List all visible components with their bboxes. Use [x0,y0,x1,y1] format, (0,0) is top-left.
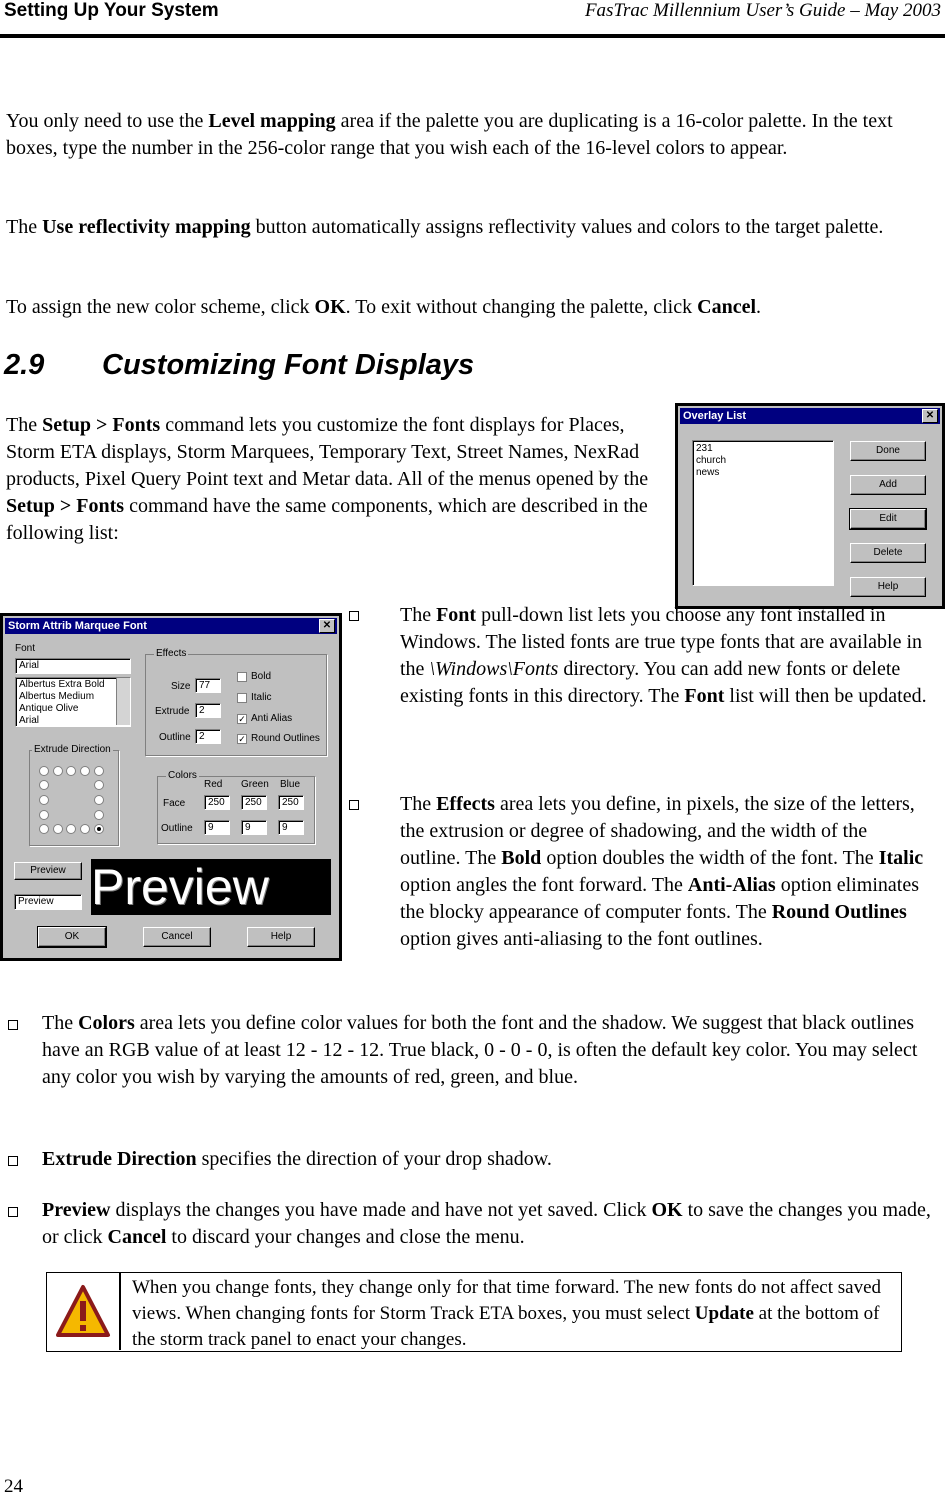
bold-label: Bold [251,671,272,682]
extrude-radio-w3[interactable] [39,810,49,820]
extrude-radio-e3[interactable] [94,810,104,820]
section-title: Customizing Font Displays [102,349,475,381]
italic-checkbox[interactable] [237,693,247,703]
extrude-radio-e2[interactable] [94,795,104,805]
preview-button[interactable]: Preview [14,862,82,880]
intro-paragraph-2: The Use reflectivity mapping button automatically assigns reflectivity values and colors to the target palette. [6,216,884,238]
bullet-font-text: The Font pull-down list lets you choose any font installed in Windows. The listed fonts are true type fonts that are available in the \Windows\Fonts directory. You can add new fonts or delete existing fonts in this directory. The Font list will then be updated. [400,604,927,707]
running-header-section: Setting Up Your System [4,0,219,21]
bullet-effects-text: The Effects area lets you define, in pixels, the size of the letters, the extrusion or degree of shadowing, and the width of the outline. The Bold option doubles the width of the font. The Italic option angles the font forward. The Anti-Alias option eliminates the blocky appearance of computer fonts. The Round Outlines option gives anti-aliasing to the font outlines. [400,793,924,950]
outline-blue-input[interactable]: 9 [278,820,304,835]
font-list-scrollbar[interactable] [116,678,130,725]
intro-paragraph-3: To assign the new color scheme, click OK. To exit without changing the palette, click Cancel. [6,296,762,318]
bold-checkbox[interactable] [237,672,247,682]
list-item[interactable]: 231 [696,443,713,454]
bullet-icon [8,1156,18,1166]
warning-note-text: When you change fonts, they change only for that time forward. The new fonts do not affect saved views. When changing fonts for Storm Track ETA boxes, you must select Update at the bottom of the storm track panel to enact your changes. [132,1277,882,1350]
done-button[interactable]: Done [850,441,926,461]
red-label: Red [204,779,223,790]
body-paragraph: The Setup > Fonts command lets you customize the font displays for Places, Storm ETA displays, Storm Marquees, Temporary Text, Street Names, NexRad products, Pixel Query Point text and Metar data. All of the menus opened by the Setup > Fonts command have the same components, which are described in the following list: [6,414,649,544]
extrude-radio-ne[interactable] [94,766,104,776]
section-number: 2.9 [4,349,45,381]
overlay-list-title: Overlay List [683,410,746,422]
cancel-button[interactable]: Cancel [143,927,211,947]
running-header-title: FasTrac Millennium User’s Guide – May 2003 [584,0,941,21]
face-green-input[interactable]: 250 [241,795,267,810]
extrude-radio-w1[interactable] [39,780,49,790]
extrude-radio-n1[interactable] [53,766,63,776]
round-outlines-checkbox[interactable]: ✓ [238,734,246,744]
extrude-input[interactable]: 2 [195,703,221,718]
overlay-list-box[interactable] [692,440,834,586]
size-label: Size [171,681,191,692]
warning-icon-cell [47,1273,121,1350]
size-input[interactable]: 77 [195,678,221,693]
bullet-icon [8,1207,18,1217]
help-button[interactable]: Help [850,577,926,597]
list-item[interactable]: news [696,467,720,478]
green-label: Green [241,779,269,790]
outline-red-input[interactable]: 9 [204,820,230,835]
extrude-radio-sw[interactable] [39,824,49,834]
preview-sample: Preview [91,859,331,915]
bullet-icon [349,611,359,621]
header-rule [0,34,945,38]
extrude-radio-n3[interactable] [80,766,90,776]
face-label: Face [163,798,186,809]
extrude-radio-se[interactable] [94,824,104,834]
extrude-radio-s1[interactable] [53,824,63,834]
round-outlines-label: Round Outlines [251,733,320,744]
anti-alias-label: Anti Alias [251,713,293,724]
preview-field[interactable]: Preview [14,894,82,910]
overlay-list-titlebar [680,408,940,424]
font-list[interactable] [15,677,131,727]
bullet-preview-text: Preview displays the changes you have made and have not yet saved. Click OK to save the changes you made, or click Cancel to discard your changes and close the menu. [42,1199,931,1248]
face-red-input[interactable]: 250 [204,795,230,810]
extrude-radio-w2[interactable] [39,795,49,805]
list-item[interactable]: Antique Olive [19,703,79,714]
list-item[interactable]: Arial [19,715,40,726]
list-item[interactable]: Albertus Medium [19,691,95,702]
colors-group-label: Colors [168,770,197,781]
extrude-radio-s2[interactable] [66,824,76,834]
close-icon[interactable]: ✕ [922,409,938,423]
extrude-radio-nw[interactable] [39,766,49,776]
face-blue-input[interactable]: 250 [278,795,304,810]
bullet-extrude-text: Extrude Direction specifies the direction of your drop shadow. [42,1148,552,1170]
anti-alias-checkbox[interactable]: ✓ [238,714,246,724]
effects-group-label: Effects [156,648,187,659]
marquee-font-dialog [0,613,342,961]
warning-icon [47,1273,119,1350]
bullet-colors-text: The Colors area lets you define color values for both the font and the shadow. We suggest that black outlines have an RGB value of at least 12 - 12 - 12. True black, 0 - 0 - 0, is often the default key color. You may select any color you wish by varying the amounts of red, green, and blue. [42,1012,918,1088]
list-item[interactable]: church [696,455,727,466]
blue-label: Blue [280,779,301,790]
font-input[interactable]: Arial [15,658,131,674]
font-group-label: Font [15,643,36,654]
marquee-font-title: Storm Attrib Marquee Font [8,620,147,632]
overlay-list-dialog [675,403,945,609]
extrude-direction-label: Extrude Direction [34,744,111,755]
extrude-radio-s3[interactable] [80,824,90,834]
extrude-label: Extrude [155,706,190,717]
intro-paragraph-1: You only need to use the Level mapping area if the palette you are duplicating is a 16-color palette. In the text boxes, type the number in the 256-color range that you wish each of the 16-level colors to appear. [6,110,893,159]
delete-button[interactable]: Delete [850,543,926,563]
page-number: 24 [4,1476,23,1497]
list-item[interactable]: Albertus Extra Bold [19,679,105,690]
outline-label: Outline [159,732,191,743]
bullet-icon [8,1020,18,1030]
marquee-font-titlebar [5,618,337,634]
close-icon[interactable]: ✕ [319,619,335,633]
edit-button[interactable]: Edit [850,509,926,529]
italic-label: Italic [251,692,272,703]
extrude-radio-n2[interactable] [66,766,76,776]
warning-note-box [46,1272,902,1352]
outline-green-input[interactable]: 9 [241,820,267,835]
bullet-icon [349,800,359,810]
outline-input[interactable]: 2 [195,729,221,744]
help-button[interactable]: Help [247,927,315,947]
ok-button[interactable]: OK [38,927,106,947]
extrude-radio-e1[interactable] [94,780,104,790]
outline-color-label: Outline [161,823,193,834]
add-button[interactable]: Add [850,475,926,495]
